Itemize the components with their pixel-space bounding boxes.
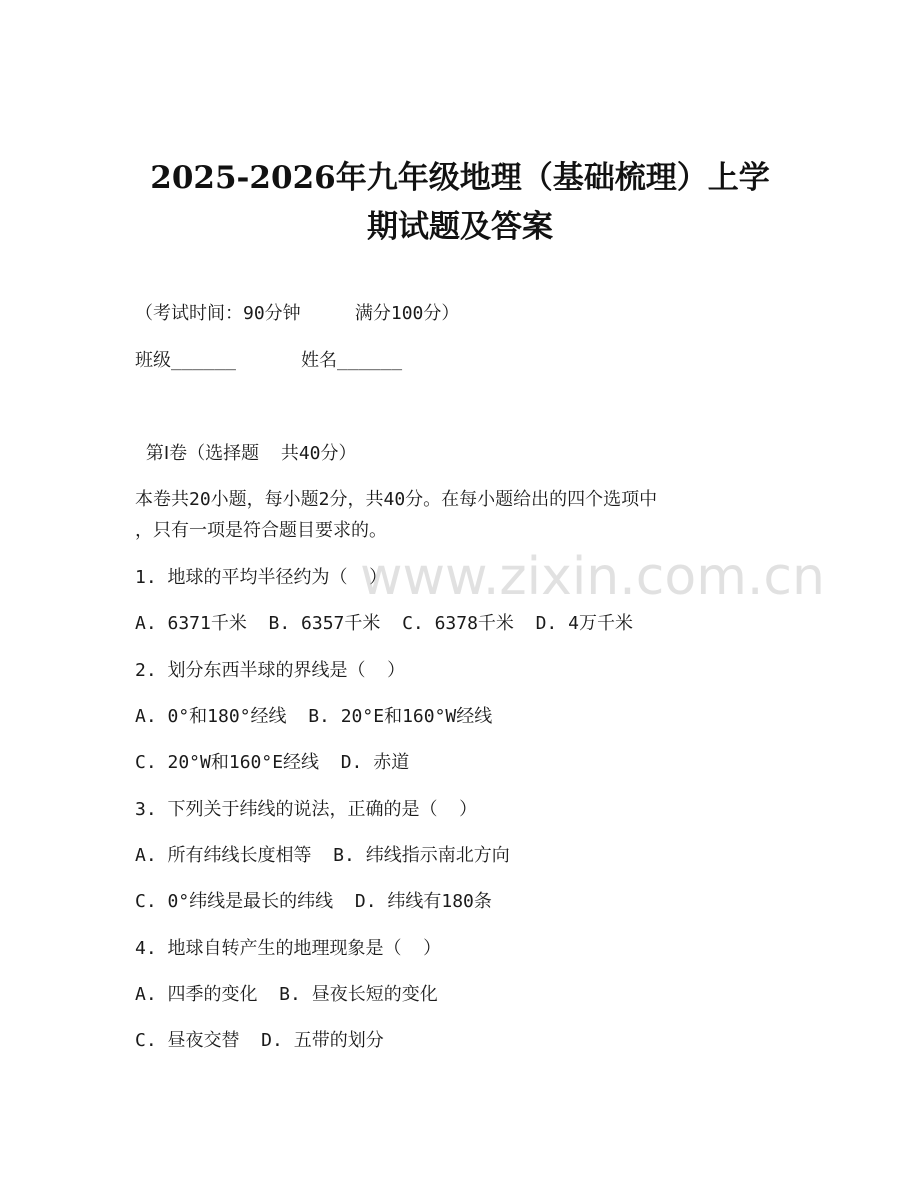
question-4-stem: 4. 地球自转产生的地理现象是（ ） bbox=[135, 938, 442, 959]
question-3-stem: 3. 下列关于纬线的说法，正确的是（ ） bbox=[135, 799, 478, 820]
question-2-options-2: C. 20°W和160°E经线 D. 赤道 bbox=[135, 752, 410, 773]
question-2-options-1: A. 0°和180°经线 B. 20°E和160°W经线 bbox=[135, 706, 493, 727]
document-title-line-2: 期试题及答案 bbox=[367, 209, 553, 245]
instructions-line-1: 本卷共20小题，每小题2分，共40分。在每小题给出的四个选项中 bbox=[135, 489, 658, 510]
question-3-options-2: C. 0°纬线是最长的纬线 D. 纬线有180条 bbox=[135, 891, 492, 912]
question-1-options: A. 6371千米 B. 6357千米 C. 6378千米 D. 4万千米 bbox=[135, 613, 633, 634]
question-2-stem: 2. 划分东西半球的界线是（ ） bbox=[135, 660, 406, 681]
question-4-options-1: A. 四季的变化 B. 昼夜长短的变化 bbox=[135, 984, 438, 1005]
question-1-stem: 1. 地球的平均半径约为（ ） bbox=[135, 567, 388, 588]
document-title-line-1: 2025-2026年九年级地理（基础梳理）上学 bbox=[150, 160, 770, 196]
instructions-line-2: ，只有一项是符合题目要求的。 bbox=[135, 520, 387, 541]
exam-info: （考试时间：90分钟 满分100分） bbox=[135, 303, 460, 324]
question-4-options-2: C. 昼夜交替 D. 五带的划分 bbox=[135, 1030, 384, 1051]
watermark: www.zixin.com.cn bbox=[360, 547, 825, 607]
class-name-line: 班级______ 姓名______ bbox=[135, 350, 403, 371]
question-3-options-1: A. 所有纬线长度相等 B. 纬线指示南北方向 bbox=[135, 845, 510, 866]
section-header: 第Ⅰ卷（选择题 共40分） bbox=[135, 443, 357, 464]
